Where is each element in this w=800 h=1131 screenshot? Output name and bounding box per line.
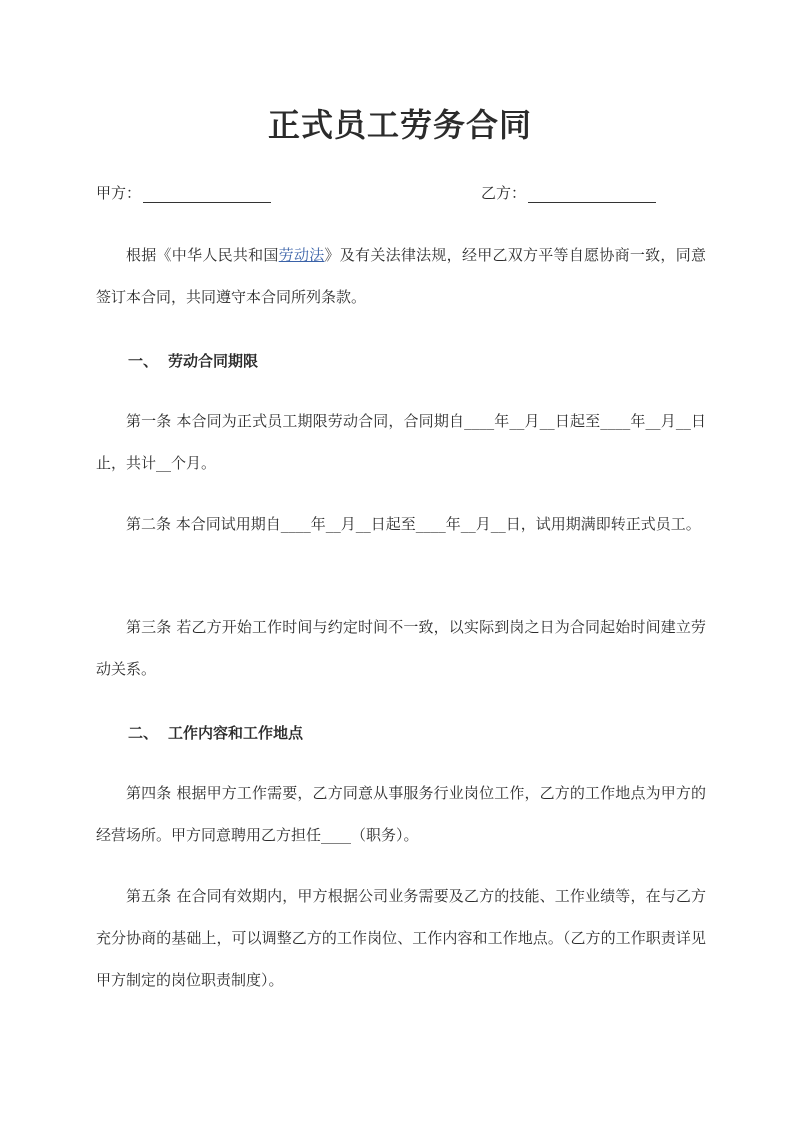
section-number: 一、: [128, 352, 159, 370]
parties-row: [96, 182, 696, 206]
article-1: 第一条 本合同为正式员工期限劳动合同，合同期自____年__月__日起至____年__月__日止，共计__个月。: [96, 412, 706, 472]
party-a-blank: [143, 186, 271, 203]
party-b-blank: [528, 186, 656, 203]
article-3: 第三条 若乙方开始工作时间与约定时间不一致，以实际到岗之日为合同起始时间建立劳动关系。: [96, 618, 706, 678]
section-heading-work-content: [128, 722, 303, 743]
article-4: 第四条 根据甲方工作需要，乙方同意从事服务行业岗位工作，乙方的工作地点为甲方的经营场所。甲方同意聘用乙方担任____（职务）。: [96, 784, 706, 844]
party-b-label: 乙方：: [481, 184, 527, 202]
section-title: 劳动合同期限: [168, 352, 259, 370]
article-5: 第五条 在合同有效期内，甲方根据公司业务需要及乙方的技能、工作业绩等，在与乙方充分协商的基础上，可以调整乙方的工作岗位、工作内容和工作地点。（乙方的工作职责详见甲方制定的岗位职责制度）。: [96, 887, 706, 989]
intro-paragraph: [96, 234, 706, 318]
section-heading-contract-term: [128, 350, 258, 371]
section-number: 二、: [128, 724, 159, 742]
article-2: 第二条 本合同试用期自____年__月__日起至____年__月__日，试用期满即转正式员工。: [126, 515, 701, 533]
labor-law-link[interactable]: 劳动法: [278, 246, 325, 264]
party-b: [481, 182, 656, 203]
document-title: 正式员工劳务合同: [267, 106, 532, 144]
party-a-label: 甲方：: [96, 184, 142, 202]
intro-text-before: 根据《中华人民共和国: [126, 246, 279, 264]
party-a: [96, 182, 271, 203]
section-title: 工作内容和工作地点: [168, 724, 304, 742]
intro-text-after: 》及有关法律法规，经甲乙双方平等自愿协商一致，同意签订本合同，共同遵守本合同所列条款。: [96, 246, 706, 306]
